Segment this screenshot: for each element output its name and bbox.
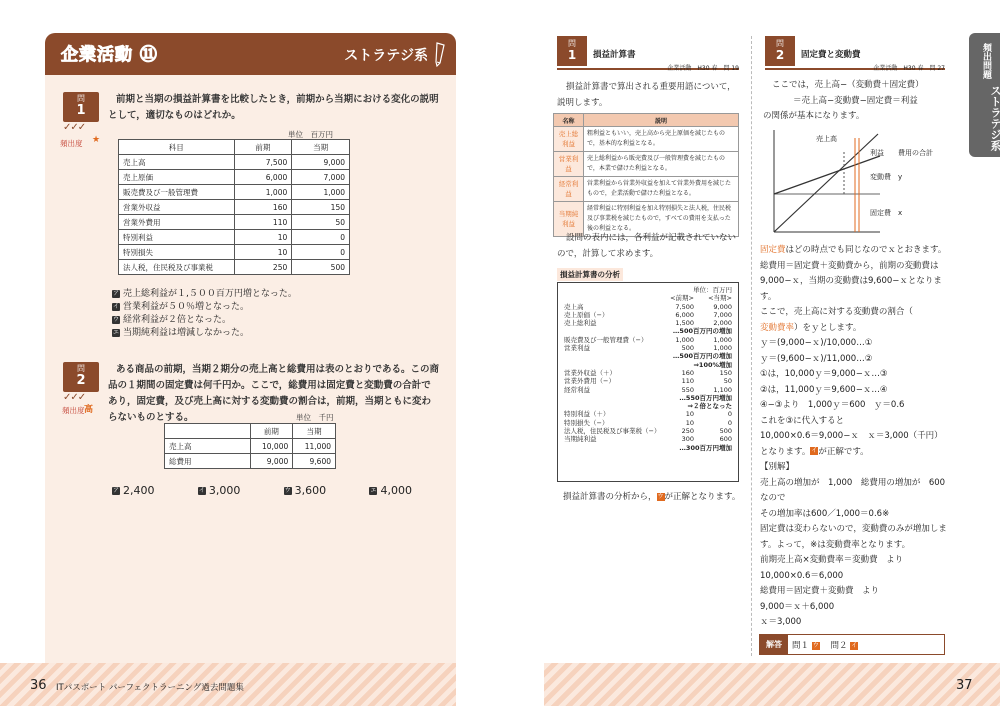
label-variable: 変動費 y [870, 173, 903, 181]
text-line [760, 507, 952, 523]
q2-choices [112, 484, 412, 497]
answer-q1-mark: ウ [812, 641, 819, 649]
analysis-title: 損益計算書の分析 [557, 268, 623, 281]
label-fixed: 固定費 x [870, 209, 903, 217]
section-banner [45, 33, 456, 75]
line-text: 総費用＝固定費＋変動費から，前期の変動費は [760, 260, 939, 271]
explain1-after: 設問の表内には，各利益が記載されていないので，計算して求めます。 [557, 233, 737, 259]
analysis-curr: 50 [723, 377, 732, 386]
table-cell: 特別利益 [119, 230, 235, 245]
analysis-curr: 1,000 [713, 335, 732, 344]
analysis-curr: 1,100 [713, 385, 732, 394]
col-curr: <当期> [708, 294, 732, 303]
explain2-source: 企業活動 H30 春 問 27 [873, 65, 945, 72]
analysis-prev: 7,500 [675, 302, 694, 311]
line-text: が正解です。 [818, 446, 869, 457]
explain1-conclusion [563, 490, 748, 506]
line-text: なので [760, 493, 786, 503]
analysis-rows [564, 303, 732, 452]
table-cell: 500 [292, 260, 350, 275]
line-text: となります。 [760, 446, 811, 457]
line-text: ｙ＝(9,000−ｘ)/10,000…① [760, 338, 873, 348]
q2-explain-badge [765, 36, 795, 66]
table-row [119, 260, 350, 275]
table-cell: 9,000 [292, 155, 350, 170]
analysis-row [564, 410, 732, 418]
text-line: の関係が基本になります。 [763, 111, 865, 121]
text-line [760, 538, 952, 554]
column-header: 前期 [234, 140, 292, 155]
analysis-note: …500百万円の増加 [672, 327, 732, 336]
q-label: 問 [568, 39, 576, 48]
analysis-prev: 6,000 [675, 310, 694, 319]
analysis-label: 売上総利益 [564, 319, 597, 328]
analysis-prev: 160 [681, 368, 694, 377]
analysis-prev: 500 [681, 344, 694, 353]
text-line [760, 476, 952, 492]
table-row [119, 155, 350, 170]
text-line [760, 600, 952, 616]
analysis-curr: 9,000 [713, 302, 732, 311]
explain1-intro: 損益計算書で算出される重要用語について，説明します。 [557, 82, 736, 108]
line-text: 10,000×0.6＝6,000 [760, 570, 844, 581]
analysis-row [564, 435, 732, 443]
line-text: 前期売上高×変動費率＝変動費 より [760, 555, 904, 565]
table-cell: 売上原価 [119, 170, 235, 185]
analysis-prev: 300 [681, 435, 694, 444]
term-name: 経常利益 [554, 177, 584, 202]
table-row [119, 245, 350, 260]
answer-q1: 問１ [792, 641, 810, 651]
table-cell: 250 [234, 260, 292, 275]
frequency-label: 頻出度 [62, 406, 85, 415]
cost-chart [762, 128, 944, 236]
explain2-title: 固定費と変動費 [801, 50, 861, 60]
table-cell: 売上高 [119, 155, 235, 170]
q1-explain-badge [557, 36, 587, 66]
explain2-intro [763, 78, 948, 125]
line-text: ②は，11,000ｙ＝9,600−ｘ…④ [760, 384, 888, 395]
analysis-label: 販売費及び一般管理費（−） [564, 335, 648, 344]
line-text: ①は，10,000ｙ＝9,000−ｘ…③ [760, 369, 888, 379]
q-number: 2 [775, 48, 785, 62]
analysis-label: 当期純利益 [564, 435, 597, 444]
analysis-row [564, 419, 732, 427]
q1-choices [112, 288, 297, 340]
line-text: 10,000×0.6＝9,000−ｘ ｘ＝3,000（千円） [760, 431, 943, 441]
text-line [760, 398, 952, 414]
analysis-row [564, 303, 732, 311]
analysis-curr: 500 [719, 427, 732, 436]
table-cell: 10,000 [250, 439, 293, 454]
column-header: 前期 [250, 424, 293, 439]
column-header: 説明 [584, 114, 739, 127]
side-tab-line2: ストラテジ系 [989, 85, 1002, 151]
total-cost-line [774, 156, 880, 194]
table-cell: 6,000 [234, 170, 292, 185]
table-cell: 1,000 [234, 185, 292, 200]
analysis-note: …300百万円増加 [679, 443, 732, 452]
line-text: 総費用＝固定費＋変動費 より [760, 586, 880, 596]
q-label: 問 [776, 39, 784, 48]
label-total: 費用の合計 [898, 149, 933, 157]
choice-text: 当期純利益は増減しなかった。 [123, 328, 250, 338]
choice-key: ア [112, 289, 119, 297]
choice-key: イ [198, 487, 205, 494]
line-text: ④−③より 1,000ｙ＝600 ｙ＝0.6 [760, 400, 905, 410]
table-cell: 販売費及び一般管理費 [119, 185, 235, 200]
q2-badge [63, 362, 99, 392]
analysis-prev: 110 [681, 377, 694, 386]
analysis-row [564, 336, 732, 344]
analysis-label: 営業外費用（−） [564, 377, 615, 386]
table-cell: 1,000 [292, 185, 350, 200]
q2-table [164, 423, 336, 469]
table-cell: 0 [292, 230, 350, 245]
text-line [760, 383, 952, 399]
analysis-prev: 250 [681, 427, 694, 436]
cost-chart-svg [762, 128, 944, 236]
q1-table [118, 139, 350, 275]
label-profit: 利益 [870, 149, 884, 157]
answer-mark: イ [811, 447, 818, 454]
analysis-label: 経常利益 [564, 385, 590, 394]
table-cell: 110 [234, 215, 292, 230]
table-cell: 法人税，住民税及び事業税 [119, 260, 235, 275]
line-text: 9,000＝ｘ＋6,000 [760, 601, 835, 612]
choice-text: 3,000 [208, 484, 241, 497]
check-boxes[interactable]: ✓✓✓ [63, 122, 86, 133]
analysis-label: 特別利益（＋） [564, 410, 610, 419]
text-line [760, 243, 952, 259]
analysis-prev: 10 [685, 418, 694, 427]
section-title: 企業活動 ⑪ [61, 45, 158, 65]
table-cell: 9,600 [293, 454, 336, 469]
term-desc: 売上総利益から販売費及び一般管理費を減じたもので，本業で儲けた利益となる。 [584, 152, 739, 177]
line-text: ｙ＝(9,600−ｘ)/11,000…② [760, 353, 873, 364]
page-number-left: 36 [30, 678, 47, 693]
answer-box [759, 634, 945, 655]
highlight-term: 固定費 [760, 245, 786, 255]
choice-text: 2,400 [123, 484, 155, 497]
analysis-label: 売上高 [564, 302, 584, 311]
column-divider [751, 36, 752, 656]
choice-key: ア [112, 487, 119, 494]
analysis-label: 法人税，住民税及び事業税（−） [564, 427, 661, 436]
term-desc: 経常利益に特別利益を加え特別損失と法人税，住民税及び事業税を減じたもので，すべての費用を支払った後の利益となる。 [584, 202, 739, 237]
choice-text: 4,000 [380, 484, 412, 497]
terms-table [553, 113, 739, 237]
text-line [760, 336, 952, 352]
text-line [760, 460, 952, 476]
side-tab-line1: 頻出問題 [981, 43, 991, 79]
star-icon: ★ [92, 135, 101, 145]
text-line [760, 352, 952, 368]
table-row [554, 152, 739, 177]
analysis-row [564, 311, 732, 319]
text-line [760, 259, 952, 275]
term-name: 売上総利益 [554, 127, 584, 152]
q-label: 問 [77, 94, 85, 103]
analysis-prev: 10 [685, 410, 694, 419]
table-cell: 0 [292, 245, 350, 260]
table-cell: 160 [234, 200, 292, 215]
highlight-term: 変動費率 [760, 322, 795, 333]
explain1-header [557, 36, 739, 70]
choice-key: ウ [284, 487, 291, 494]
text-line [760, 429, 952, 445]
q-number: 1 [76, 103, 86, 118]
line-text: 売上高の増加が 1,000 総費用の増加が 600 [760, 477, 946, 488]
table-row [119, 200, 350, 215]
category-label: ストラテジ系 [344, 48, 428, 64]
explain1-title: 損益計算書 [593, 50, 636, 60]
table-cell: 150 [292, 200, 350, 215]
analysis-label: 営業外収益（＋） [564, 368, 616, 377]
analysis-curr: 150 [719, 368, 732, 377]
q1-badge [63, 92, 99, 122]
analysis-curr: 0 [727, 410, 732, 419]
column-header: 科目 [119, 140, 235, 155]
analysis-note: ⇒２倍となった [687, 402, 732, 411]
analysis-note: …500百万円の増加 [672, 352, 732, 361]
text-line [760, 321, 952, 337]
analysis-cols [564, 294, 732, 302]
table-cell: 7,500 [234, 155, 292, 170]
table-row [165, 454, 336, 469]
analysis-label: 売上原価（−） [564, 310, 609, 319]
analysis-row [564, 386, 732, 394]
line-text: 【別解】 [760, 462, 795, 472]
choice-key: エ [370, 487, 377, 494]
choice-item[interactable] [112, 484, 155, 497]
choice-item[interactable] [112, 314, 297, 327]
text-line [760, 615, 952, 631]
term-name: 当期純利益 [554, 202, 584, 237]
table-row [119, 215, 350, 230]
term-desc: 営業利益から営業外収益を加えて営業外費用を減じたもので，企業活動で儲けた利益となる。 [584, 177, 739, 202]
answer-label: 解答 [760, 635, 788, 654]
text-line [760, 445, 952, 461]
q-label: 問 [77, 364, 85, 373]
analysis-prev: 550 [681, 385, 694, 394]
text-line [760, 274, 952, 305]
q1-unit: 単位 百万円 [288, 130, 333, 139]
choice-text: 3,600 [294, 484, 327, 497]
table-row [119, 230, 350, 245]
line-text: ）をｙとします。 [794, 322, 862, 333]
analysis-note: ⇒100%増加 [693, 360, 732, 369]
table-cell: 50 [292, 215, 350, 230]
q-number: 1 [567, 48, 577, 62]
analysis-curr: 1,000 [713, 344, 732, 353]
table-row [554, 127, 739, 152]
table-cell: 7,000 [292, 170, 350, 185]
frequency-label: 頻出度 [60, 139, 83, 148]
table-cell: 10 [234, 245, 292, 260]
label-sales: 売上高 [816, 135, 837, 143]
book-title: ITパスポート パーフェクトラーニング過去問題集 [56, 683, 244, 693]
line-text: ここで，売上高に対する変動費の割合（ [760, 307, 913, 317]
table-cell: 10 [234, 230, 292, 245]
conclusion-text: が正解となります。 [664, 492, 741, 502]
choice-text: 営業利益が５０％増となった。 [123, 302, 250, 312]
line-text: 9,000−ｘ，当期の変動費は9,600−ｘとなります。 [760, 276, 942, 302]
table-row [119, 170, 350, 185]
q1-text: 前期と当期の損益計算書を比較したとき，前期から当期における変化の説明として，適切なものはどれか。 [108, 94, 439, 121]
column-header [165, 424, 251, 439]
analysis-label: 特別損失（−） [564, 418, 609, 427]
analysis-box [557, 282, 739, 482]
analysis-prev: 1,000 [675, 335, 694, 344]
page-number-right: 37 [956, 678, 973, 693]
column-header: 当期 [293, 424, 336, 439]
text-line [760, 414, 952, 430]
choice-item[interactable] [112, 288, 297, 301]
choice-item[interactable] [112, 327, 297, 340]
analysis-curr: 600 [719, 435, 732, 444]
analysis-curr: 2,000 [713, 319, 732, 328]
footer-gap [456, 663, 544, 706]
high-mark: 高 [84, 405, 94, 415]
choice-item[interactable] [369, 484, 412, 497]
line-text: ｘ＝3,000 [760, 617, 802, 627]
q2-text: ある商品の前期，当期２期分の売上高と総費用は表のとおりである。この商品の１期間の固定費は何千円か。ここで，総費用は固定費と変動費の合計であり，固定費，及び売上高に対する変動費の割合は，前期，当期ともに変わらないものとする。 [108, 364, 440, 423]
analysis-prev: 1,500 [675, 319, 694, 328]
choice-item[interactable] [198, 484, 241, 497]
text-line [760, 367, 952, 383]
table-row [119, 185, 350, 200]
table-cell: 総費用 [165, 454, 251, 469]
answer-content [792, 639, 858, 651]
line-text: その増加率は600／1,000＝0.6※ [760, 508, 890, 519]
text-line [760, 491, 952, 507]
explain2-header [765, 36, 945, 70]
table-cell: 特別損失 [119, 245, 235, 260]
q2-unit: 単位 千円 [296, 413, 334, 422]
conclusion-text: 損益計算書の分析から， [563, 492, 657, 502]
analysis-note: …550百万円増加 [679, 393, 732, 402]
text-line [760, 584, 952, 600]
column-header: 名称 [554, 114, 584, 127]
column-header: 当期 [292, 140, 350, 155]
table-cell: 営業外収益 [119, 200, 235, 215]
explain2-body [760, 243, 952, 631]
analysis-unit: 単位：百万円 [693, 286, 732, 294]
choice-text: 経常利益が２倍となった。 [123, 315, 232, 325]
pencil-icon [432, 41, 448, 67]
q-number: 2 [76, 373, 86, 388]
table-cell: 売上高 [165, 439, 251, 454]
line-text: す。よって，※は変動費率となります。 [760, 539, 911, 550]
answer-q2-mark: イ [851, 641, 858, 649]
table-row [554, 177, 739, 202]
line-text: これを③に代入すると [760, 415, 845, 426]
text-line [760, 522, 952, 538]
analysis-curr: 0 [727, 418, 732, 427]
sales-line [774, 134, 878, 232]
side-tab[interactable] [969, 33, 1000, 157]
term-desc: 粗利益ともいい，売上高から売上原価を減じたもので，基本的な利益となる。 [584, 127, 739, 152]
choice-key: エ [112, 328, 119, 336]
explain1-source: 企業活動 H30 春 問 19 [667, 65, 739, 72]
table-cell: 9,000 [250, 454, 293, 469]
text-line: ＝売上高−変動費−固定費＝利益 [793, 95, 918, 106]
choice-key: ウ [112, 315, 119, 323]
analysis-row [564, 377, 732, 385]
term-name: 営業利益 [554, 152, 584, 177]
text-line [760, 305, 952, 321]
table-row [165, 439, 336, 454]
text-line [760, 569, 952, 585]
choice-key: イ [112, 302, 119, 310]
answer-mark: ウ [657, 492, 664, 500]
choice-item[interactable] [112, 301, 297, 314]
answer-q2: 問２ [830, 641, 848, 651]
col-prev: <前期> [670, 294, 694, 303]
table-cell: 営業外費用 [119, 215, 235, 230]
text-line [760, 553, 952, 569]
analysis-curr: 7,000 [713, 310, 732, 319]
line-text: はどの時点でも同じなのでｘとおきます。 [785, 245, 947, 255]
analysis-label: 営業利益 [564, 344, 590, 353]
choice-item[interactable] [284, 484, 327, 497]
line-text: 固定費は変わらないので，変動費のみが増加しま [760, 524, 947, 534]
check-boxes[interactable]: ✓✓✓ [63, 392, 86, 403]
table-cell: 11,000 [293, 439, 336, 454]
choice-text: 売上総利益が１,５００百万円増となった。 [123, 289, 297, 299]
text-line: ここでは，売上高−（変動費＋固定費） [772, 80, 924, 90]
